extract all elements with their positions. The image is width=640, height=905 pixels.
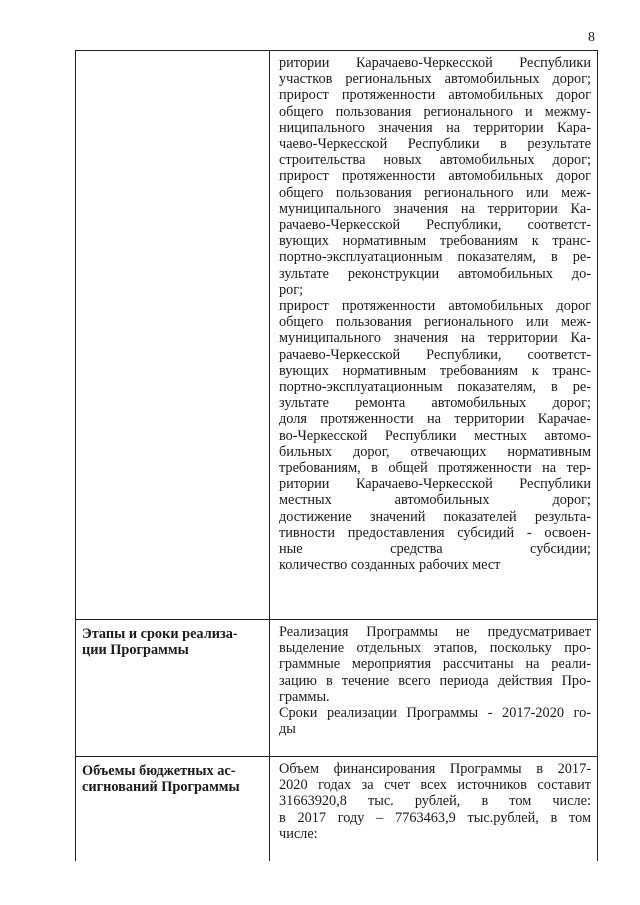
indicators-text-line: вующих нормативным требованиям к транс- — [279, 233, 591, 250]
indicators-text-line: рачаево-Черкесской Республики, соответст- — [279, 346, 591, 363]
indicators-text-line: рачаево-Черкесской Республики, соответст- — [279, 217, 591, 234]
indicators-text-line: доля протяженности на территории Карачае- — [279, 411, 591, 428]
program-passport-table — [75, 50, 598, 861]
indicators-text-line: зультате ремонта автомобильных дорог; — [279, 395, 591, 412]
indicators-text-line: рог; — [279, 281, 304, 298]
indicators-text-line: бильных дорог, отвечающих нормативным — [279, 443, 591, 460]
indicators-text-line: требованиям, в общей протяженности на тер- — [279, 460, 591, 477]
indicators-text-line: ритории Карачаево-Черкесской Республики — [279, 476, 591, 493]
indicators-text-line: портно-эксплуатационным показателям, в ре- — [279, 379, 591, 396]
stages-label-line: Этапы и сроки реализа- — [82, 626, 238, 642]
row-content-cell — [270, 620, 598, 757]
row-content-cell — [270, 51, 598, 620]
indicators-text-line: муниципального значения на территории Ка- — [279, 200, 591, 217]
indicators-text-line: местных автомобильных дорог; — [279, 492, 591, 509]
row-label-cell — [76, 757, 270, 862]
row-label-cell — [76, 51, 270, 620]
budget-text-line: 2020 годах за счет всех источников составит — [279, 777, 591, 794]
budget-label-line: Объемы бюджетных ас- — [82, 763, 236, 779]
stages-label — [76, 620, 269, 658]
indicators-text-line: зультате реконструкции автомобильных до- — [279, 265, 591, 282]
row-content-cell — [270, 757, 598, 862]
indicators-text-line: чаево-Черкесской Республики в результате — [279, 136, 591, 153]
budget-label-line: сигнований Программы — [82, 779, 240, 795]
indicators-text-line: ниципального значения на территории Кара- — [279, 119, 591, 136]
indicators-text — [270, 51, 597, 574]
indicators-text-line: муниципального значения на территории Ка- — [279, 330, 591, 347]
indicators-text-line: прирост протяженности автомобильных дорог — [279, 87, 591, 104]
indicators-text-line: строительства новых автомобильных дорог; — [279, 152, 591, 169]
indicators-text-line: тивности предоставления субсидий - освоен- — [279, 524, 591, 541]
table-row — [76, 757, 598, 862]
indicators-text-line: общего пользования регионального или меж- — [279, 314, 591, 331]
row-label-cell — [76, 620, 270, 757]
indicators-text-line: общего пользования регионального или меж- — [279, 184, 591, 201]
budget-label — [76, 757, 269, 795]
indicators-text-line: участков региональных автомобильных дорог; — [279, 71, 591, 88]
indicators-text-line: портно-эксплуатационным показателям, в ре- — [279, 249, 591, 266]
stages-text — [270, 620, 597, 737]
stages-text-line: граммные мероприятия рассчитаны на реали- — [279, 656, 591, 673]
table-row — [76, 620, 598, 757]
indicators-text-line: прирост протяженности автомобильных дорог — [279, 298, 591, 315]
stages-text-line: Реализация Программы не предусматривает — [279, 624, 591, 640]
budget-text-line: в 2017 году – 7763463,9 тыс.рублей, в том — [279, 809, 591, 826]
indicators-text-line: количество созданных рабочих мест — [279, 557, 501, 574]
indicators-text-line: во-Черкесской Республики местных автомо- — [279, 427, 591, 444]
budget-text — [270, 757, 597, 842]
indicators-text-line: вующих нормативным требованиям к транс- — [279, 362, 591, 379]
page-number: 8 — [588, 30, 595, 45]
table-row — [76, 51, 598, 620]
budget-text-line: числе: — [279, 825, 318, 842]
budget-text-line: 31663920,8 тыс. рублей, в том числе: — [279, 793, 591, 810]
stages-label-line: ции Программы — [82, 642, 189, 658]
stages-text-line: ды — [279, 721, 296, 738]
stages-text-line: граммы. — [279, 688, 330, 705]
indicators-text-line: достижение значений показателей результа- — [279, 508, 591, 525]
budget-text-line: Объем финансирования Программы в 2017- — [279, 761, 591, 777]
stages-text-line: выделение отдельных этапов, поскольку про- — [279, 640, 591, 657]
indicators-text-line: ритории Карачаево-Черкесской Республики — [279, 55, 591, 71]
stages-text-line: Сроки реализации Программы - 2017-2020 го- — [279, 705, 591, 722]
stages-text-line: зацию в течение всего периода действия Про- — [279, 672, 591, 689]
indicators-text-line: прирост протяженности автомобильных дорог — [279, 168, 591, 185]
indicators-text-line: ные средства субсидии; — [279, 541, 591, 558]
indicators-text-line: общего пользования регионального и межму- — [279, 103, 591, 120]
